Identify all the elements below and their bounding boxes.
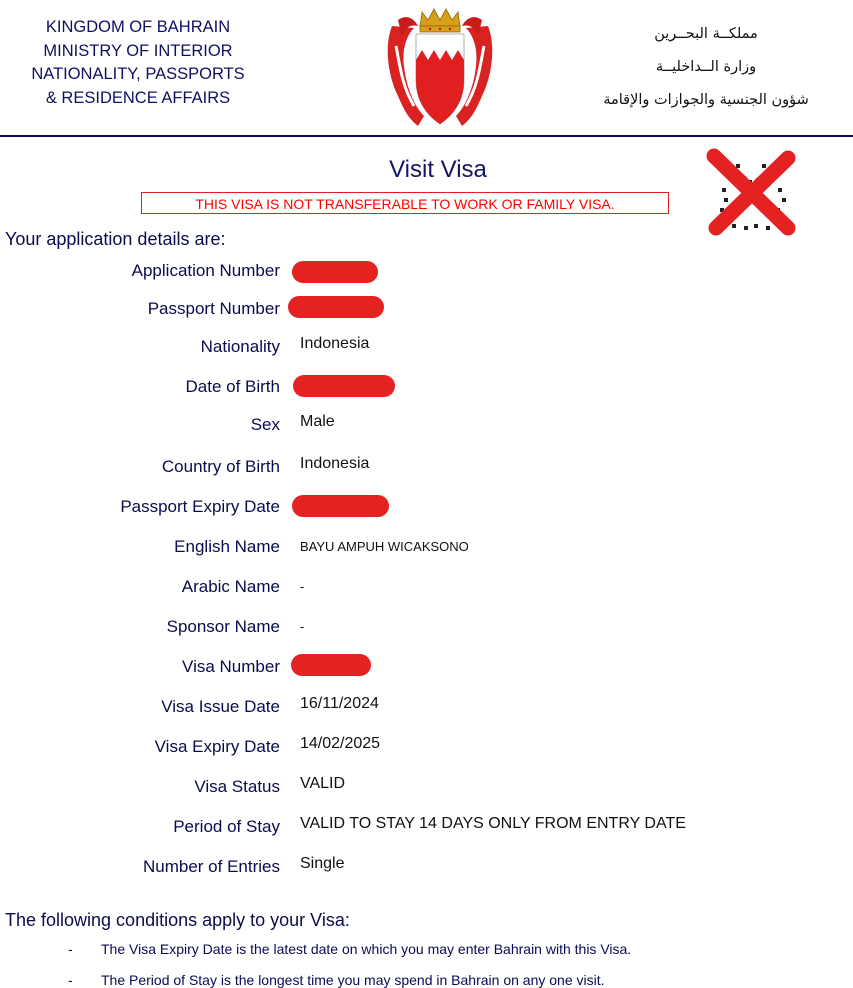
- details-intro: Your application details are:: [5, 229, 226, 249]
- detail-value: VALID TO STAY 14 DAYS ONLY FROM ENTRY DATE: [300, 815, 686, 832]
- detail-row-english-name: [0, 533, 853, 563]
- english-line: MINISTRY OF INTERIOR: [43, 41, 233, 60]
- detail-value: -: [300, 579, 305, 594]
- arabic-line: وزارة الــداخليــة: [655, 59, 757, 75]
- detail-value: Indonesia: [300, 455, 370, 472]
- english-line: & RESIDENCE AFFAIRS: [45, 88, 231, 107]
- transfer-notice: THIS VISA IS NOT TRANSFERABLE TO WORK OR FAMILY VISA.: [141, 192, 669, 214]
- detail-label: Passport Number: [147, 299, 280, 318]
- detail-value: Single: [300, 855, 345, 872]
- redaction-mark: [293, 375, 395, 397]
- detail-row-passport-expiry-date: [0, 493, 853, 523]
- detail-label: Country of Birth: [161, 457, 280, 476]
- detail-value: 16/11/2024: [300, 695, 379, 712]
- detail-label: Nationality: [200, 337, 280, 356]
- arabic-line: شؤون الجنسية والجوازات والإقامة: [603, 92, 809, 108]
- detail-value: BAYU AMPUH WICAKSONO: [300, 539, 469, 554]
- detail-row-sponsor-name: [0, 613, 853, 643]
- condition-text: The Period of Stay is the longest time you may spend in Bahrain on any one visit.: [101, 972, 605, 988]
- detail-row-application-number: [0, 257, 853, 287]
- detail-value: VALID: [300, 775, 346, 792]
- detail-label: Sponsor Name: [166, 617, 280, 636]
- arabic-line: مملكــة البحــرين: [654, 26, 758, 42]
- detail-value: Male: [300, 413, 335, 430]
- detail-value: Indonesia: [300, 335, 370, 352]
- detail-label: Date of Birth: [185, 377, 280, 396]
- condition-text: The Visa Expiry Date is the latest date on which you may enter Bahrain with this Visa.: [101, 941, 632, 957]
- redaction-mark: [292, 495, 389, 517]
- header-divider: [0, 135, 853, 137]
- bahrain-emblem-icon: [384, 6, 496, 130]
- detail-row-passport-number: [0, 295, 853, 325]
- detail-label: Sex: [250, 415, 280, 434]
- letterhead: [0, 0, 853, 137]
- detail-row-visa-number: [0, 653, 853, 683]
- english-line: KINGDOM OF BAHRAIN: [45, 18, 231, 36]
- detail-row-nationality: [0, 333, 853, 363]
- detail-label: Application Number: [131, 261, 280, 280]
- bullet-dash: -: [68, 941, 73, 957]
- redacted-qr-code-icon: [702, 148, 798, 236]
- detail-label: Visa Number: [182, 657, 280, 676]
- detail-row-visa-expiry-date: [0, 733, 853, 763]
- detail-row-arabic-name: [0, 573, 853, 603]
- redaction-mark: [288, 296, 384, 318]
- detail-row-period-of-stay: [0, 813, 853, 843]
- arabic-ministry-name: [596, 18, 816, 117]
- detail-label: Passport Expiry Date: [120, 497, 280, 516]
- detail-row-visa-status: [0, 773, 853, 803]
- detail-row-sex: [0, 411, 853, 441]
- detail-row-visa-issue-date: [0, 693, 853, 723]
- detail-row-number-of-entries: [0, 853, 853, 883]
- detail-label: Visa Expiry Date: [154, 737, 280, 756]
- english-ministry-name: [18, 16, 258, 110]
- bullet-dash: -: [68, 972, 73, 988]
- english-line: NATIONALITY, PASSPORTS: [31, 65, 245, 83]
- detail-row-country-of-birth: [0, 453, 853, 483]
- detail-label: Number of Entries: [143, 857, 280, 876]
- detail-row-date-of-birth: [0, 373, 853, 403]
- detail-value: 14/02/2025: [300, 735, 381, 752]
- conditions-heading: The following conditions apply to your Visa:: [5, 910, 350, 930]
- redaction-mark: [292, 261, 378, 283]
- detail-label: English Name: [174, 537, 280, 556]
- page-title: Visit Visa: [389, 156, 487, 183]
- detail-value: -: [300, 619, 305, 634]
- redaction-mark: [291, 654, 371, 676]
- detail-label: Period of Stay: [173, 817, 280, 836]
- detail-label: Visa Issue Date: [161, 697, 280, 716]
- detail-label: Visa Status: [194, 777, 280, 796]
- detail-label: Arabic Name: [181, 577, 280, 596]
